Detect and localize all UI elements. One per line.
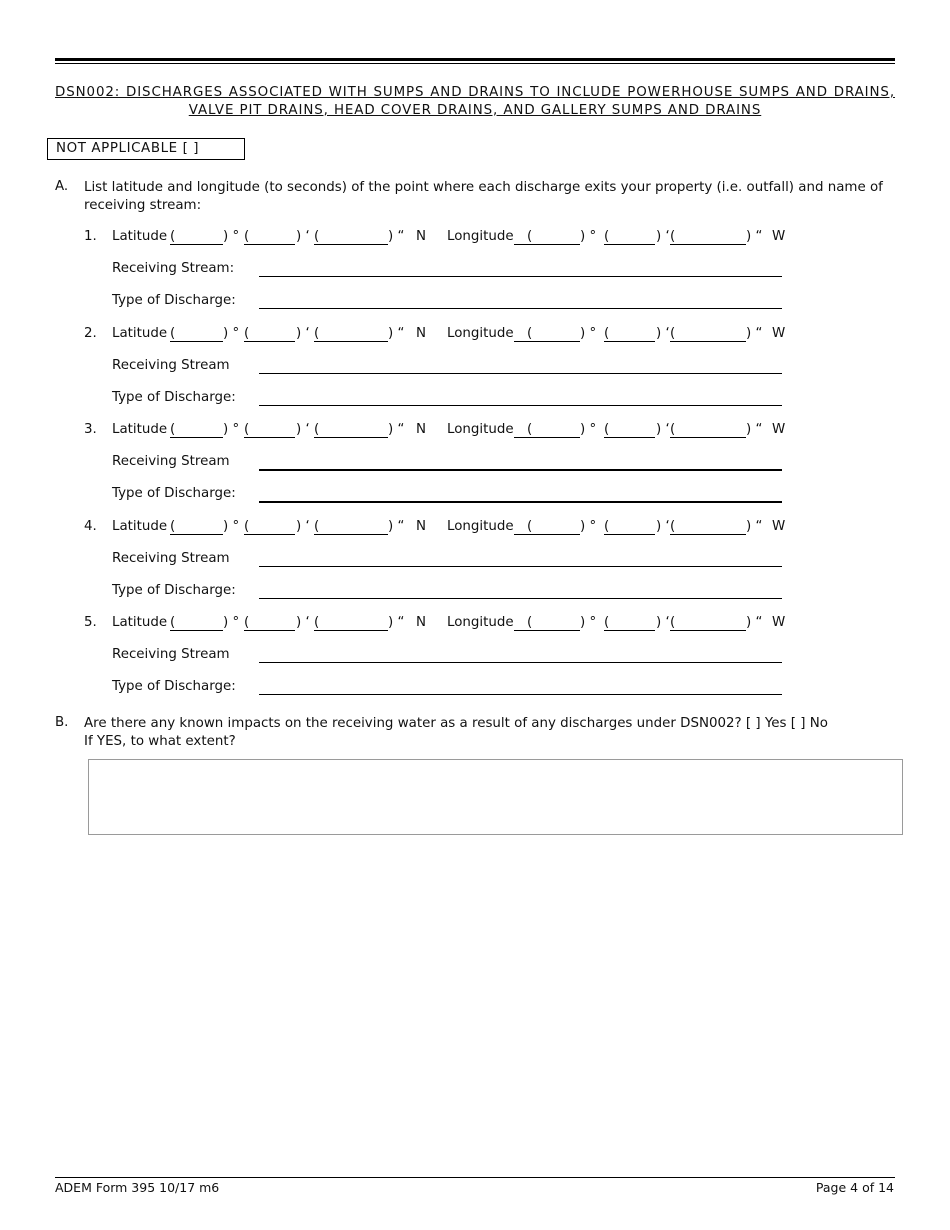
receiving-stream-field[interactable] <box>259 469 782 471</box>
lon-min-open: ( <box>604 519 610 534</box>
lat-min-open: ( <box>244 615 250 630</box>
longitude-degrees-field[interactable] <box>514 244 580 245</box>
receiving-stream-label: Receiving Stream <box>112 454 230 469</box>
top-rule-thick <box>55 58 895 61</box>
lat-sec-sign: ) “ <box>388 326 405 341</box>
lat-deg-open: ( <box>170 615 176 630</box>
question-a-text: List latitude and longitude (to seconds) of the point where each discharge exits your property (i.e. outfall) and name of receiving stream: <box>84 180 883 213</box>
lon-deg-open: ( <box>527 519 533 534</box>
longitude-degrees-field[interactable] <box>514 534 580 535</box>
longitude-minutes-field[interactable] <box>604 630 655 631</box>
lat-min-open: ( <box>244 326 250 341</box>
lat-min-open: ( <box>244 229 250 244</box>
north-label: N <box>416 519 427 534</box>
latitude-minutes-field[interactable] <box>244 534 295 535</box>
lat-min-open: ( <box>244 519 250 534</box>
lat-sec-sign: ) “ <box>388 519 405 534</box>
top-rule-thin <box>55 63 895 64</box>
lon-sec-open: ( <box>670 615 676 630</box>
lat-min-sign: ) ‘ <box>296 519 310 534</box>
latitude-seconds-field[interactable] <box>314 534 388 535</box>
latitude-degrees-field[interactable] <box>170 341 223 342</box>
question-b-followup: If YES, to what extent? <box>84 734 236 749</box>
longitude-minutes-field[interactable] <box>604 244 655 245</box>
longitude-minutes-field[interactable] <box>604 534 655 535</box>
longitude-seconds-field[interactable] <box>670 437 746 438</box>
latitude-label: Latitude <box>112 326 168 341</box>
latitude-minutes-field[interactable] <box>244 630 295 631</box>
lat-deg-open: ( <box>170 519 176 534</box>
north-label: N <box>416 615 427 630</box>
type-of-discharge-field[interactable] <box>259 308 782 309</box>
lon-deg-sign: ) ° <box>580 326 597 341</box>
receiving-stream-label: Receiving Stream: <box>112 261 235 276</box>
type-of-discharge-label: Type of Discharge: <box>112 390 236 405</box>
lat-sec-open: ( <box>314 229 320 244</box>
longitude-label: Longitude <box>447 229 514 244</box>
lat-deg-sign: ) ° <box>223 615 240 630</box>
footer-form-id: ADEM Form 395 10/17 m6 <box>55 1180 220 1195</box>
lon-deg-sign: ) ° <box>580 615 597 630</box>
row-number: 2. <box>84 326 97 341</box>
longitude-minutes-field[interactable] <box>604 341 655 342</box>
lat-min-sign: ) ‘ <box>296 615 310 630</box>
longitude-label: Longitude <box>447 519 514 534</box>
latitude-degrees-field[interactable] <box>170 244 223 245</box>
longitude-minutes-field[interactable] <box>604 437 655 438</box>
latitude-seconds-field[interactable] <box>314 244 388 245</box>
lat-deg-open: ( <box>170 326 176 341</box>
row-number: 3. <box>84 422 97 437</box>
lon-deg-sign: ) ° <box>580 519 597 534</box>
question-b-letter: B. <box>55 715 69 730</box>
type-of-discharge-label: Type of Discharge: <box>112 679 236 694</box>
impact-answer-field[interactable] <box>88 759 903 835</box>
lon-sec-sign: ) “ <box>746 422 763 437</box>
row-number: 1. <box>84 229 97 244</box>
north-label: N <box>416 229 427 244</box>
lat-sec-sign: ) “ <box>388 422 405 437</box>
lon-sec-open: ( <box>670 422 676 437</box>
receiving-stream-field[interactable] <box>259 276 782 277</box>
not-applicable-checkbox[interactable]: NOT APPLICABLE [ ] <box>47 138 245 160</box>
longitude-degrees-field[interactable] <box>514 437 580 438</box>
receiving-stream-label: Receiving Stream <box>112 647 230 662</box>
lon-min-open: ( <box>604 422 610 437</box>
type-of-discharge-field[interactable] <box>259 501 782 503</box>
type-of-discharge-label: Type of Discharge: <box>112 583 236 598</box>
type-of-discharge-field[interactable] <box>259 598 782 599</box>
question-b-text: Are there any known impacts on the receiving water as a result of any discharges under DSN002? [ ] Yes [ ] No <box>84 716 828 731</box>
latitude-label: Latitude <box>112 229 168 244</box>
lat-sec-open: ( <box>314 519 320 534</box>
lon-sec-sign: ) “ <box>746 519 763 534</box>
lat-deg-sign: ) ° <box>223 422 240 437</box>
type-of-discharge-label: Type of Discharge: <box>112 486 236 501</box>
lon-deg-sign: ) ° <box>580 229 597 244</box>
footer-rule <box>55 1177 895 1178</box>
longitude-label: Longitude <box>447 615 514 630</box>
lon-sec-open: ( <box>670 326 676 341</box>
type-of-discharge-label: Type of Discharge: <box>112 293 236 308</box>
lat-sec-sign: ) “ <box>388 229 405 244</box>
lat-deg-sign: ) ° <box>223 326 240 341</box>
lat-deg-sign: ) ° <box>223 229 240 244</box>
lon-min-open: ( <box>604 326 610 341</box>
type-of-discharge-field[interactable] <box>259 405 782 406</box>
north-label: N <box>416 326 427 341</box>
receiving-stream-label: Receiving Stream <box>112 358 230 373</box>
footer-page-number: Page 4 of 14 <box>815 1180 894 1195</box>
receiving-stream-field[interactable] <box>259 566 782 567</box>
longitude-label: Longitude <box>447 422 514 437</box>
lon-deg-open: ( <box>527 422 533 437</box>
west-label: W <box>772 422 786 437</box>
longitude-seconds-field[interactable] <box>670 534 746 535</box>
lon-min-sign: ) ‘ <box>656 229 670 244</box>
lat-sec-sign: ) “ <box>388 615 405 630</box>
lon-min-open: ( <box>604 615 610 630</box>
question-a-letter: A. <box>55 179 69 194</box>
lat-sec-open: ( <box>314 422 320 437</box>
west-label: W <box>772 519 786 534</box>
latitude-minutes-field[interactable] <box>244 244 295 245</box>
lat-min-sign: ) ‘ <box>296 326 310 341</box>
latitude-label: Latitude <box>112 615 168 630</box>
longitude-label: Longitude <box>447 326 514 341</box>
row-number: 5. <box>84 615 97 630</box>
receiving-stream-label: Receiving Stream <box>112 551 230 566</box>
lon-sec-open: ( <box>670 229 676 244</box>
longitude-degrees-field[interactable] <box>514 341 580 342</box>
latitude-degrees-field[interactable] <box>170 437 223 438</box>
north-label: N <box>416 422 427 437</box>
longitude-seconds-field[interactable] <box>670 244 746 245</box>
lon-sec-sign: ) “ <box>746 229 763 244</box>
lat-min-open: ( <box>244 422 250 437</box>
section-heading: DSN002: DISCHARGES ASSOCIATED WITH SUMPS AND DRAINS TO INCLUDE POWERHOUSE SUMPS AND DRAINS, VALVE PIT DRAINS, HEAD COVER DRAINS, AND GALLERY SUMPS AND DRAINS <box>55 85 895 118</box>
lat-sec-open: ( <box>314 615 320 630</box>
west-label: W <box>772 326 786 341</box>
lon-min-open: ( <box>604 229 610 244</box>
lat-deg-open: ( <box>170 229 176 244</box>
lat-min-sign: ) ‘ <box>296 422 310 437</box>
west-label: W <box>772 615 786 630</box>
longitude-seconds-field[interactable] <box>670 630 746 631</box>
lon-deg-open: ( <box>527 615 533 630</box>
lon-min-sign: ) ‘ <box>656 519 670 534</box>
lon-deg-sign: ) ° <box>580 422 597 437</box>
lat-deg-open: ( <box>170 422 176 437</box>
type-of-discharge-field[interactable] <box>259 694 782 695</box>
west-label: W <box>772 229 786 244</box>
latitude-seconds-field[interactable] <box>314 437 388 438</box>
lon-sec-sign: ) “ <box>746 615 763 630</box>
latitude-degrees-field[interactable] <box>170 630 223 631</box>
latitude-seconds-field[interactable] <box>314 341 388 342</box>
latitude-degrees-field[interactable] <box>170 534 223 535</box>
row-number: 4. <box>84 519 97 534</box>
lon-min-sign: ) ‘ <box>656 422 670 437</box>
latitude-label: Latitude <box>112 519 168 534</box>
lon-deg-open: ( <box>527 326 533 341</box>
longitude-seconds-field[interactable] <box>670 341 746 342</box>
lat-min-sign: ) ‘ <box>296 229 310 244</box>
lon-deg-open: ( <box>527 229 533 244</box>
lat-sec-open: ( <box>314 326 320 341</box>
lon-min-sign: ) ‘ <box>656 326 670 341</box>
lon-sec-open: ( <box>670 519 676 534</box>
latitude-label: Latitude <box>112 422 168 437</box>
longitude-degrees-field[interactable] <box>514 630 580 631</box>
latitude-minutes-field[interactable] <box>244 341 295 342</box>
latitude-seconds-field[interactable] <box>314 630 388 631</box>
receiving-stream-field[interactable] <box>259 662 782 663</box>
lon-min-sign: ) ‘ <box>656 615 670 630</box>
lon-sec-sign: ) “ <box>746 326 763 341</box>
latitude-minutes-field[interactable] <box>244 437 295 438</box>
receiving-stream-field[interactable] <box>259 373 782 374</box>
lat-deg-sign: ) ° <box>223 519 240 534</box>
